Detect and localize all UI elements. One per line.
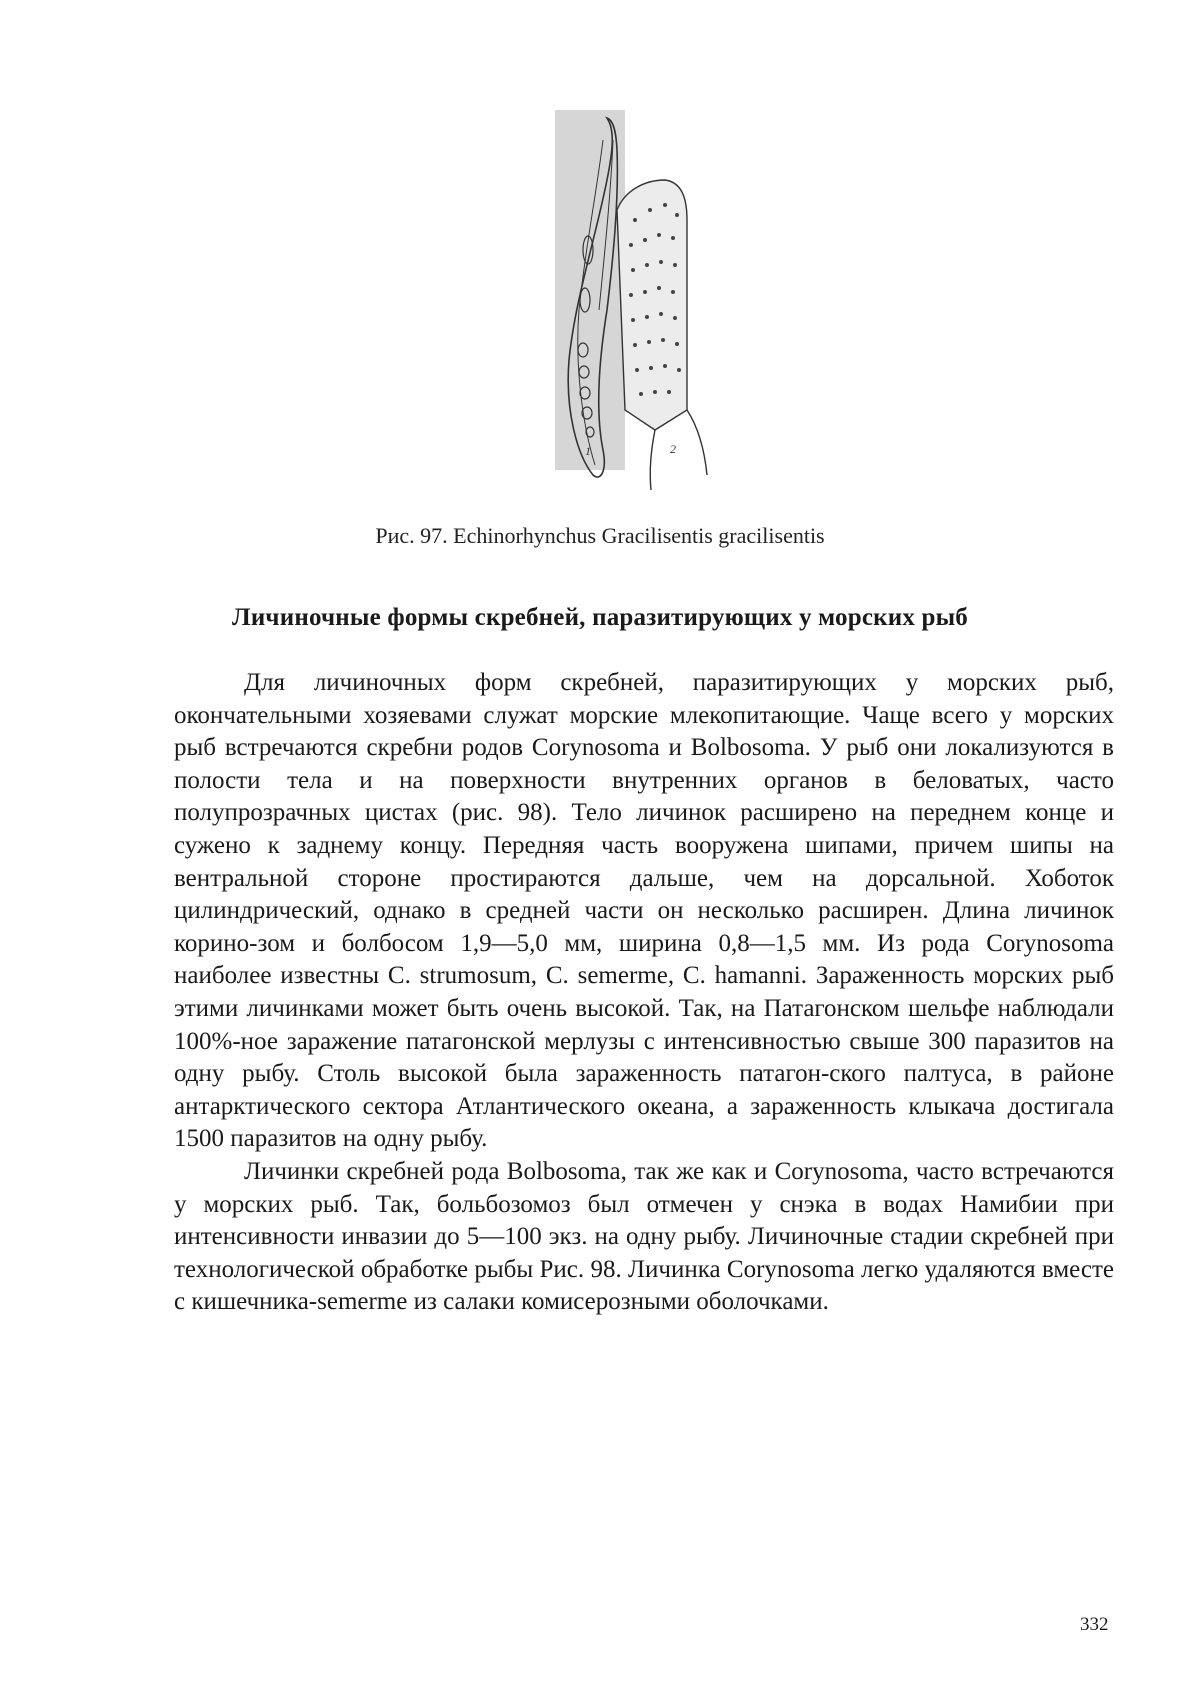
figure-label-1: 1 (585, 444, 591, 458)
specimen-2-drawing (617, 180, 707, 490)
figure-caption: Рис. 97. Echinorhynchus Gracilisentis gracilisentis (375, 523, 825, 548)
figure-label-2: 2 (670, 442, 676, 456)
acanthocephalan-illustration (555, 110, 745, 520)
paragraph-2: Личинки скребней рода Bolbosoma, так же как и Corynosoma, часто встречаются у морских рыб. Так, больбозомоз был отмечен у снэка в водах Намибии при интенсивности инвазии до 5—100 экз. на одну рыбу. Личиночные стадии скребней при технологической обработке рыбы Рис. 98. Личинка Corynosoma легко удаляются вместе с кишечника-semerme из салаки комисерозными оболочками. (174, 1157, 1114, 1316)
paragraph-1: Для личиночных форм скребней, паразитирующих у морских рыб, окончательными хозяевами служат морские млекопитающие. Чаще всего у морских рыб встречаются скребни родов Corynosoma и Bolbosoma. У рыб они локализуются в полости тела и на поверхности внутренних органов в беловатых, часто полупрозрачных цистах (рис. 98). Тело личинок расширено на переднем конце и сужено к заднему концу. Передняя часть вооружена шипами, причем шипы на вентральной стороне простираются дальше, чем на дорсальной. Хоботок цилиндрический, однако в средней части он несколько расширен. Длина личинок корино-зом и болбосом 1,9—5,0 мм, ширина 0,8—1,5 мм. Из рода Corynosoma наиболее известны C. strumosum, C. semerme, C. hamanni. Зараженность морских рыб этими личинками может быть очень высокой. Так, на Патагонском шельфе наблюдали 100%-ное заражение патагонской мерлузы с интенсивностью свыше 300 паразитов на одну рыбу. Столь высокой была зараженность патагон-ского палтуса, в районе антарктического сектора Атлантического океана, а зараженность клыкача достигала 1500 паразитов на одну рыбу. (174, 669, 1114, 1153)
page-number: 332 (1080, 1614, 1109, 1635)
section-title: Личиночные формы скребней, паразитирующих у морских рыб (232, 604, 968, 631)
figure-97 (555, 110, 745, 520)
body-text (174, 667, 1114, 1319)
figure-background (555, 110, 625, 470)
